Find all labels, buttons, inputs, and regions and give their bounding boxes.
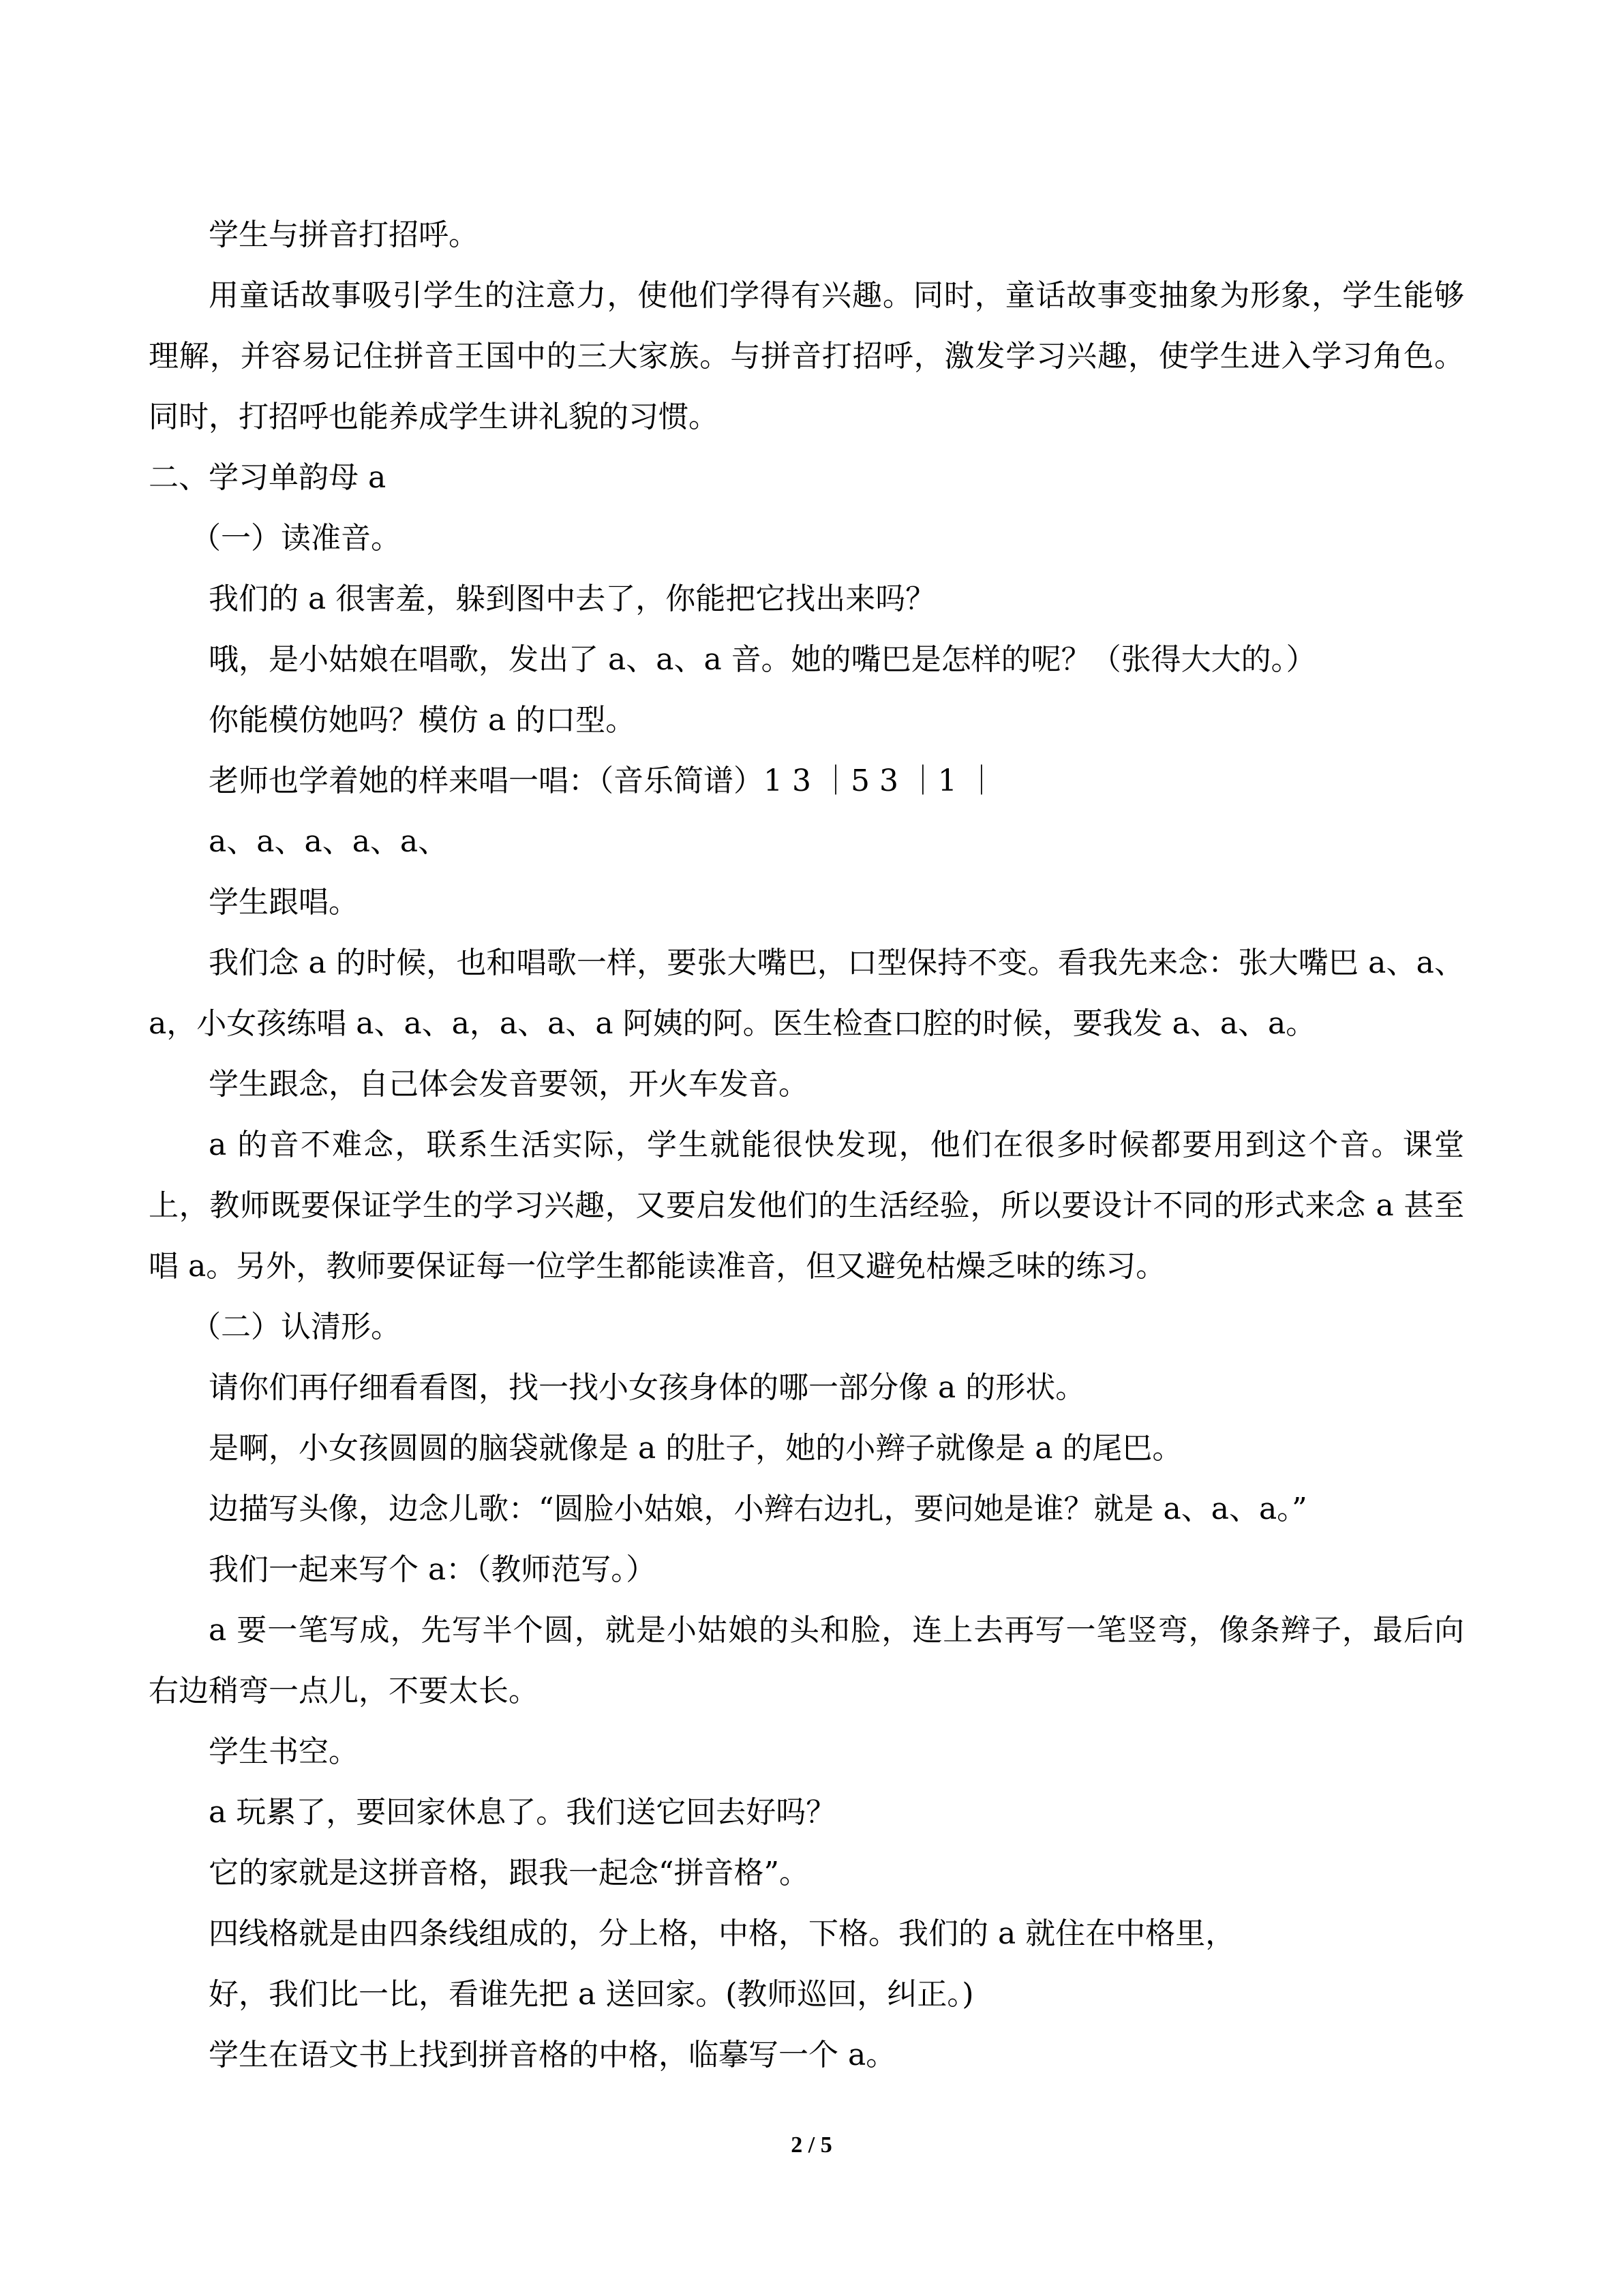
document-body (149, 205, 1464, 2085)
paragraph: 它的家就是这拼音格，跟我一起念“拼音格”。 (209, 1856, 809, 1890)
paragraph: 请你们再仔细看看图，找一找小女孩身体的哪一部分像 a 的形状。 (209, 1370, 1086, 1405)
paragraph: 学生书空。 (209, 1734, 359, 1769)
paragraph: 我们一起来写个 a：（教师范写。） (209, 1552, 656, 1587)
paragraph: a 玩累了，要回家休息了。我们送它回去好吗？ (209, 1795, 836, 1830)
paragraph: 学生跟唱。 (209, 885, 359, 920)
paragraph: a、a、a、a、a、 (209, 824, 449, 859)
section-heading: 二、学习单韵母 a (149, 460, 386, 495)
paragraph: 我们念 a 的时候，也和唱歌一样，要张大嘴巴，口型保持不变。看我先来念：张大嘴巴 a、a、a，小女孩练唱 a、a、a，a、a、a 阿姨的阿。医生检查口腔的时候，要我发 a、a、a。 (149, 946, 1464, 1041)
paragraph: 你能模仿她吗？模仿 a 的口型。 (209, 703, 636, 738)
paragraph: a 的音不难念，联系生活实际，学生就能很快发现，他们在很多时候都要用到这个音。课堂上，教师既要保证学生的学习兴趣，又要启发他们的生活经验，所以要设计不同的形式来念 a 甚至唱 a。另外，教师要保证每一位学生都能读准音，但又避免枯燥乏味的练习。 (149, 1128, 1464, 1284)
paragraph: 好，我们比一比，看谁先把 a 送回家。(教师巡回，纠正。) (209, 1977, 974, 2012)
subsection-heading: （一）读准音。 (191, 521, 401, 556)
paragraph: 哦，是小姑娘在唱歌，发出了 a、a、a 音。她的嘴巴是怎样的呢？（张得大大的。） (209, 642, 1316, 677)
subsection-heading: （二）认清形。 (191, 1310, 401, 1344)
paragraph: 学生与拼音打招呼。 (209, 217, 479, 252)
paragraph: 老师也学着她的样来唱一唱：（音乐简谱）1 3 ｜5 3 ｜1 ｜ (209, 764, 997, 798)
paragraph: 学生在语文书上找到拼音格的中格，临摹写一个 a。 (209, 2038, 896, 2072)
paragraph: 四线格就是由四条线组成的，分上格，中格，下格。我们的 a 就住在中格里， (209, 1916, 1236, 1951)
paragraph: 边描写头像，边念儿歌：“圆脸小姑娘，小辫右边扎，要问她是谁？就是 a、a、a。” (209, 1492, 1307, 1526)
page-number: 2 / 5 (791, 2132, 832, 2158)
paragraph: 用童话故事吸引学生的注意力，使他们学得有兴趣。同时，童话故事变抽象为形象，学生能够理解，并容易记住拼音王国中的三大家族。与拼音打招呼，激发学习兴趣，使学生进入学习角色。同时，打招呼也能养成学生讲礼貌的习惯。 (149, 278, 1464, 434)
paragraph: 我们的 a 很害羞，躲到图中去了，你能把它找出来吗？ (209, 581, 936, 616)
paragraph: 学生跟念，自己体会发音要领，开火车发音。 (209, 1067, 808, 1102)
paragraph: 是啊，小女孩圆圆的脑袋就像是 a 的肚子，她的小辫子就像是 a 的尾巴。 (209, 1431, 1183, 1466)
paragraph: a 要一笔写成，先写半个圆，就是小姑娘的头和脸，连上去再写一笔竖弯，像条辫子，最后向右边稍弯一点儿，不要太长。 (149, 1613, 1464, 1708)
